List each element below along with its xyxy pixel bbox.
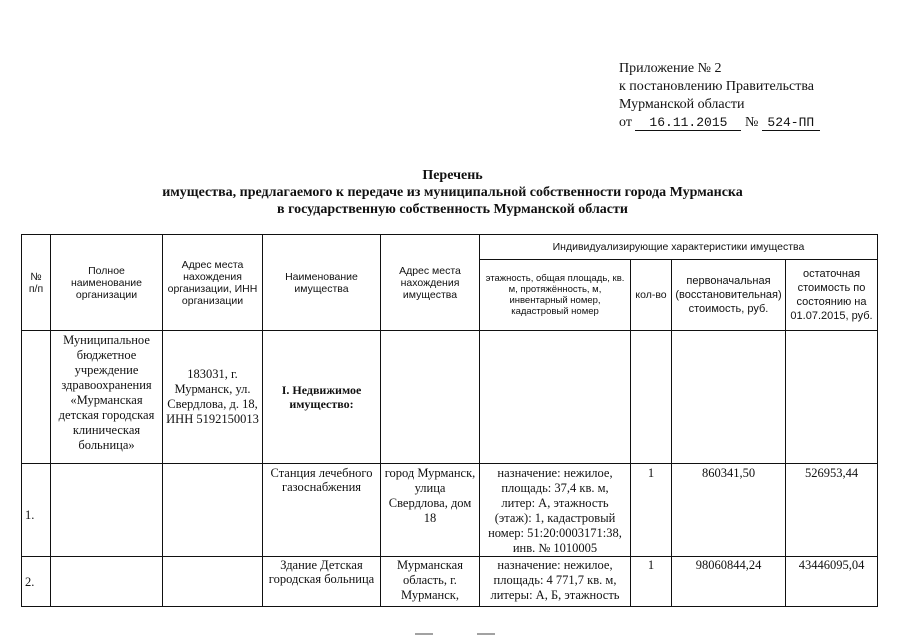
- row-property-address: город Мурманск, улица Свердлова, дом 18: [381, 464, 480, 557]
- org-row-empty-4: [672, 331, 786, 464]
- org-row-empty-3: [631, 331, 672, 464]
- decree-number: 524-ПП: [762, 116, 820, 131]
- from-label: от: [619, 115, 632, 130]
- appendix-date-line: [619, 114, 820, 132]
- row-org-empty: [51, 464, 163, 557]
- header-count: кол-во: [631, 260, 672, 331]
- table-row: [22, 557, 878, 607]
- row-residual-cost: 43446095,04: [786, 557, 878, 607]
- header-org-address: Адрес места нахождения организации, ИНН организации: [163, 235, 263, 331]
- row-property-name: Здание Детская городская больница: [263, 557, 381, 607]
- appendix-title: Приложение № 2: [619, 61, 722, 76]
- row-address-empty: [163, 557, 263, 607]
- header-row-1: [22, 235, 878, 260]
- appendix-region: Мурманской области: [619, 97, 745, 112]
- row-address-empty: [163, 464, 263, 557]
- row-characteristics: назначение: нежилое, площадь: 37,4 кв. м, литер: А, этажность (этаж): 1, кадастровый номер: 51:20:0003171:38, инв. № 1010005: [480, 464, 631, 557]
- row-count: 1: [631, 464, 672, 557]
- org-address-cell: 183031, г. Мурманск, ул. Свердлова, д. 18, ИНН 5192150013: [163, 331, 263, 464]
- row-count: 1: [631, 557, 672, 607]
- document-title: Перечень: [422, 168, 483, 183]
- scan-artifact: [415, 632, 495, 635]
- header-num: № п/п: [22, 235, 51, 331]
- row-property-name: Станция лечебного газоснабжения: [263, 464, 381, 557]
- row-initial-cost: 860341,50: [672, 464, 786, 557]
- decree-date: 16.11.2015: [635, 116, 741, 131]
- org-row: [22, 331, 878, 464]
- header-residual-cost: остаточная стоимость по состоянию на 01.07.2015, руб.: [786, 260, 878, 331]
- property-table: [21, 234, 878, 607]
- row-num: 1.: [22, 464, 51, 557]
- row-residual-cost: 526953,44: [786, 464, 878, 557]
- org-row-empty-2: [480, 331, 631, 464]
- appendix-block: [619, 60, 820, 132]
- document-subtitle-2: в государственную собственность Мурманской области: [277, 202, 628, 217]
- row-initial-cost: 98060844,24: [672, 557, 786, 607]
- row-org-empty: [51, 557, 163, 607]
- header-characteristics-group: Индивидуализирующие характеристики имущества: [480, 235, 878, 260]
- header-org-name: Полное наименование организации: [51, 235, 163, 331]
- number-label: №: [744, 115, 759, 130]
- table-row: [22, 464, 878, 557]
- org-name-cell: Муниципальное бюджетное учреждение здравоохранения «Мурманская детская городская клиническая больница»: [51, 331, 163, 464]
- document-subtitle-1: имущества, предлагаемого к передаче из муниципальной собственности города Мурманска: [162, 185, 743, 200]
- header-property-address: Адрес места нахождения имущества: [381, 235, 480, 331]
- org-row-num: [22, 331, 51, 464]
- row-num: 2.: [22, 557, 51, 607]
- appendix-reference: к постановлению Правительства: [619, 79, 815, 94]
- row-property-address: Мурманская область, г. Мурманск,: [381, 557, 480, 607]
- header-characteristics: этажность, общая площадь, кв. м, протяжённость, м, инвентарный номер, кадастровый номер: [480, 260, 631, 331]
- header-initial-cost: первоначальная (восстановительная) стоимость, руб.: [672, 260, 786, 331]
- org-row-empty-1: [381, 331, 480, 464]
- section-label: I. Недвижимое имущество:: [263, 331, 381, 464]
- row-characteristics: назначение: нежилое, площадь: 4 771,7 кв. м, литеры: А, Б, этажность: [480, 557, 631, 607]
- org-row-empty-5: [786, 331, 878, 464]
- header-property-name: Наименование имущества: [263, 235, 381, 331]
